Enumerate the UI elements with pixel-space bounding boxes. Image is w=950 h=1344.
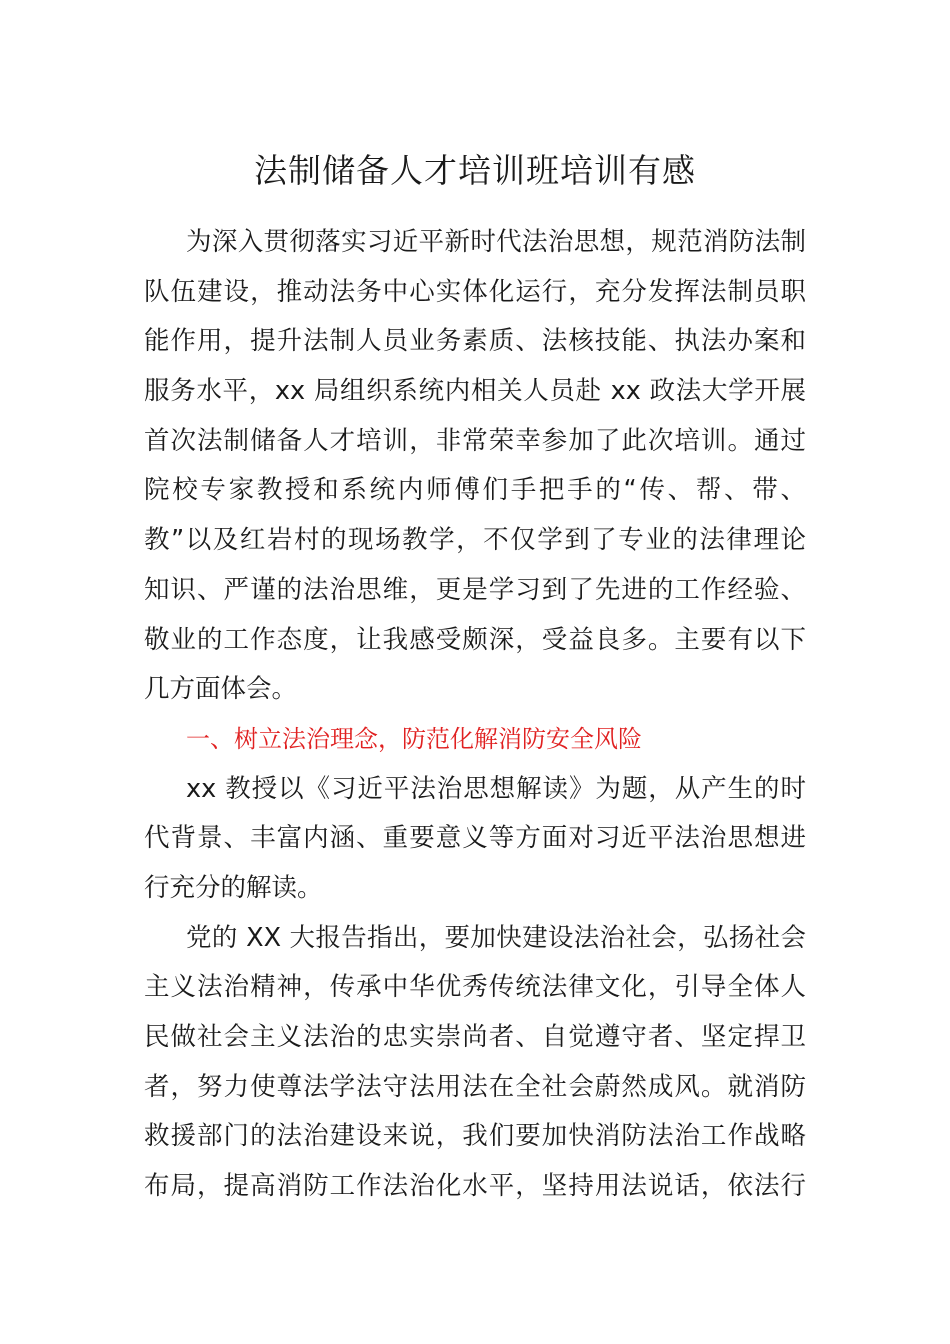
body-line: xx 教授以《习近平法治思想解读》为题，从产生的时 [186,773,806,804]
body-line: 行充分的解读。 [144,872,323,903]
body-line: 几方面体会。 [144,674,298,705]
body-line: 服务水平，xx 局组织系统内相关人员赴 xx 政法大学开展 [144,376,806,407]
body-line: 敬业的工作态度，让我感受颇深，受益良多。主要有以下 [144,624,806,655]
body-line: 教”以及红岩村的现场教学，不仅学到了专业的法律理论 [144,525,806,556]
body-line: 布局，提高消防工作法治化水平，坚持用法说话，依法行 [144,1171,806,1202]
body-line: 院校专家教授和系统内师傅们手把手的“传、帮、带、 [144,475,806,506]
body-line: 首次法制储备人才培训，非常荣幸参加了此次培训。通过 [144,425,806,456]
body-line: 者，努力使尊法学法守法用法在全社会蔚然成风。就消防 [144,1071,806,1102]
body-line: 为深入贯彻落实习近平新时代法治思想，规范消防法制 [186,227,806,257]
document-title: 法制储备人才培训班培训有感 [254,151,696,190]
body-line: 党的 XX 大报告指出，要加快建设法治社会，弘扬社会 [186,922,806,953]
body-line: 能作用，提升法制人员业务素质、法核技能、执法办案和 [144,326,806,357]
body-line: 代背景、丰富内涵、重要意义等方面对习近平法治思想进 [144,823,806,854]
body-line: 主义法治精神，传承中华优秀传统法律文化，引导全体人 [144,972,806,1003]
body-line: 知识、严谨的法治思维，更是学习到了先进的工作经验、 [144,574,806,605]
body-line: 民做社会主义法治的忠实崇尚者、自觉遵守者、坚定捍卫 [144,1022,806,1052]
document-body [144,218,806,1212]
section-heading: 一、树立法治理念，防范化解消防安全风险 [186,724,642,753]
body-line: 队伍建设，推动法务中心实体化运行，充分发挥法制员职 [144,276,806,307]
body-line: 救援部门的法治建设来说，我们要加快消防法治工作战略 [144,1121,806,1152]
